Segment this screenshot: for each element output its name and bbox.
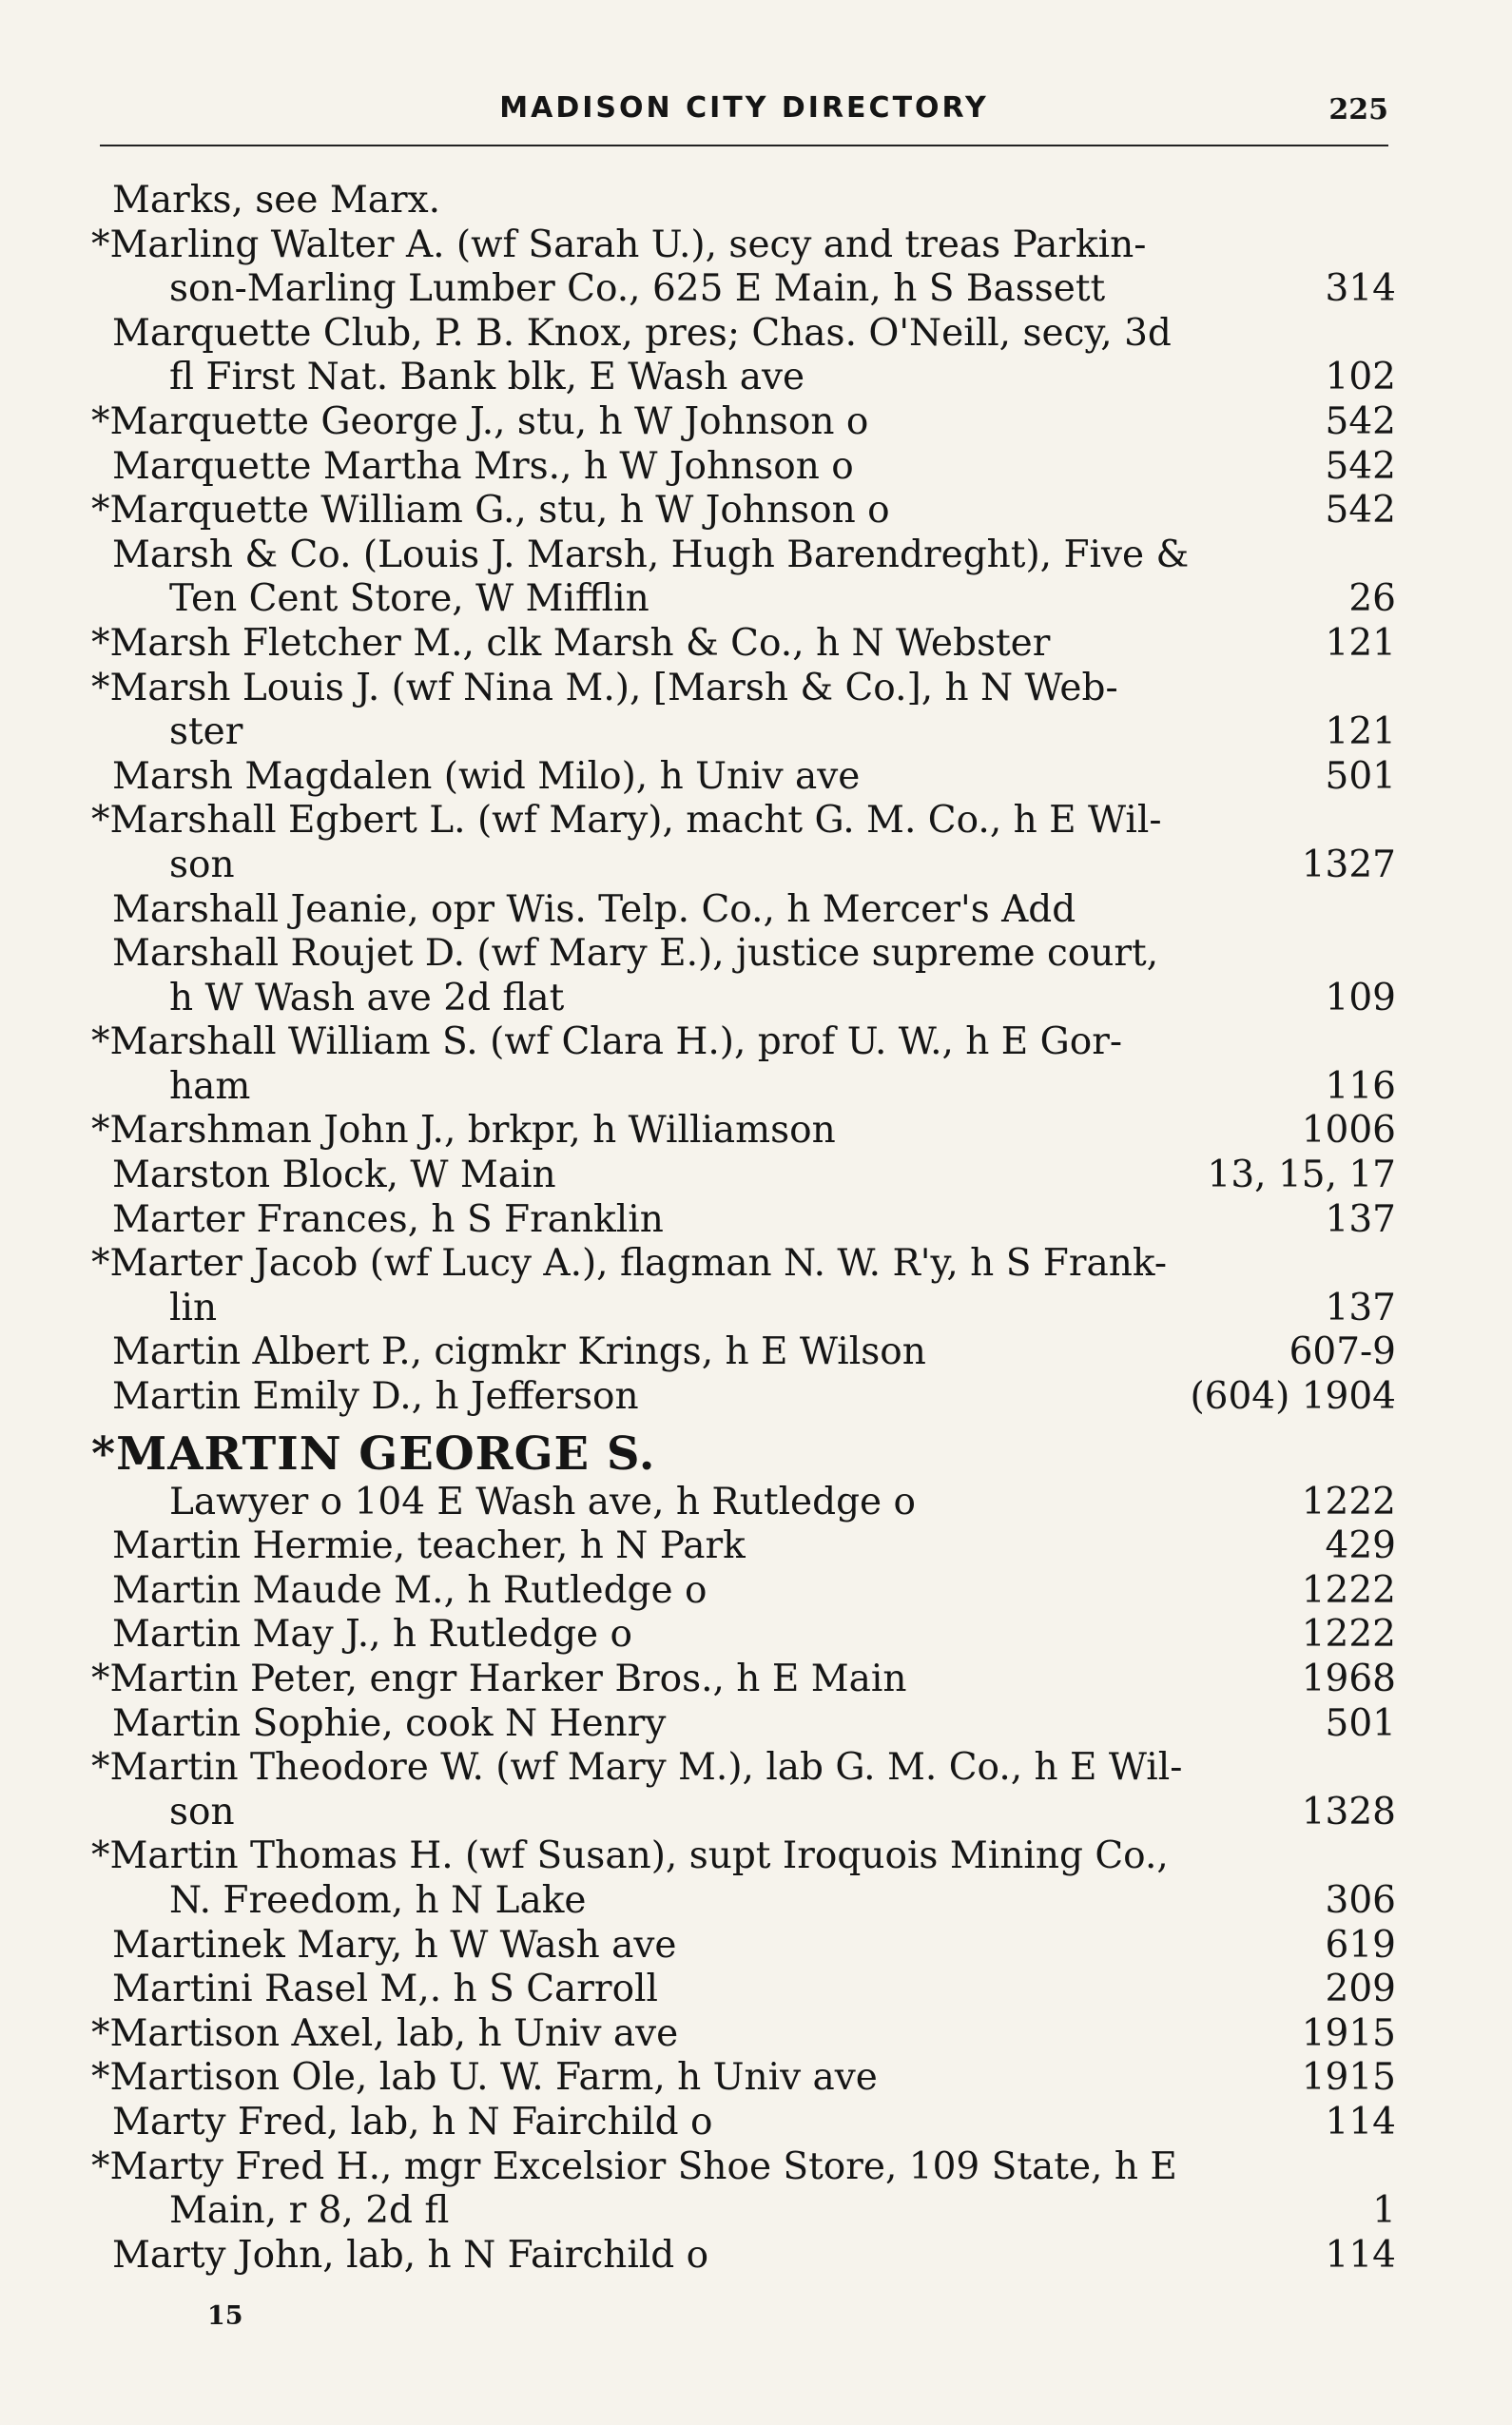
directory-entry — [91, 799, 1396, 887]
entry-line — [112, 932, 1396, 977]
entry-number: 137 — [1325, 1197, 1396, 1241]
entry-number: 1915 — [1301, 2056, 1396, 2100]
directory-entry — [112, 1330, 1396, 1375]
entry-number: 116 — [1325, 1064, 1396, 1108]
entry-line — [91, 2012, 1396, 2057]
entry-number: 121 — [1325, 710, 1396, 754]
entry-text: fl First Nat. Bank blk, E Wash ave — [169, 356, 805, 399]
entry-text: son — [169, 843, 235, 886]
entry-text: N. Freedom, h N Lake — [169, 1878, 587, 1922]
entry-line — [112, 1613, 1396, 1658]
entry-line — [91, 400, 1396, 445]
entry-line — [112, 534, 1396, 578]
entry-text: Marty John, lab, h N Fairchild o — [112, 2233, 709, 2277]
entry-continuation-line — [112, 710, 1396, 755]
entry-continuation-line — [112, 977, 1396, 1021]
entry-line — [91, 1109, 1396, 1154]
entry-number: 1915 — [1301, 2011, 1396, 2055]
entry-text: son — [169, 1790, 235, 1833]
directory-entry — [112, 1702, 1396, 1747]
entry-line — [112, 312, 1396, 357]
entry-line — [112, 1154, 1396, 1198]
entry-line — [91, 1658, 1396, 1702]
entry-line — [91, 622, 1396, 667]
directory-entry — [112, 1198, 1396, 1243]
entry-number: 501 — [1325, 1701, 1396, 1745]
entry-number: 137 — [1325, 1286, 1396, 1329]
entry-text: *Martin Thomas H. (wf Susan), supt Iroquois Mining Co., — [91, 1834, 1169, 1878]
signature-mark: 15 — [207, 2301, 243, 2331]
entry-line — [91, 2145, 1396, 2190]
entry-text: Marter Frances, h S Franklin — [112, 1197, 664, 1241]
directory-entry — [91, 2056, 1396, 2101]
entry-line — [112, 1524, 1396, 1569]
directory-entry — [112, 312, 1396, 400]
directory-entries — [91, 179, 1396, 2278]
entry-text: *Marshman John J., brkpr, h Williamson — [91, 1109, 836, 1153]
entry-text: Martin Hermie, teacher, h N Park — [112, 1524, 746, 1568]
entry-text: Martin May J., h Rutledge o — [112, 1613, 633, 1657]
entry-number: 1222 — [1301, 1480, 1396, 1523]
entry-number: 429 — [1325, 1524, 1396, 1568]
page-number: 225 — [1328, 93, 1388, 126]
entry-text: Marsh & Co. (Louis J. Marsh, Hugh Barendreght), Five & — [112, 533, 1190, 576]
entry-text: *Martin Peter, engr Harker Bros., h E Main — [91, 1658, 907, 1700]
entry-text: *Martison Axel, lab, h Univ ave — [91, 2011, 679, 2055]
directory-entry — [91, 2144, 1396, 2234]
directory-entry — [91, 1834, 1396, 1923]
directory-entry — [112, 1375, 1396, 1420]
entry-continuation-line — [112, 267, 1396, 312]
directory-entry — [91, 1020, 1396, 1109]
directory-entry — [112, 755, 1396, 800]
entry-text: lin — [169, 1286, 218, 1329]
entry-line — [112, 1198, 1396, 1243]
entry-line — [112, 179, 1396, 223]
entry-number: 1006 — [1301, 1109, 1396, 1153]
entry-number: 1222 — [1301, 1568, 1396, 1612]
entry-text: Marks, see Marx. — [112, 179, 441, 222]
directory-entry — [112, 1924, 1396, 1969]
directory-entry — [91, 1109, 1396, 1154]
entry-text: *Martison Ole, lab U. W. Farm, h Univ ave — [91, 2056, 878, 2100]
entry-text: Marshall Jeanie, opr Wis. Telp. Co., h Mercer's Add — [112, 887, 1076, 931]
directory-entry — [112, 2101, 1396, 2145]
header-rule — [100, 145, 1388, 146]
entry-text: Main, r 8, 2d fl — [169, 2189, 450, 2233]
entry-text: son-Marling Lumber Co., 625 E Main, h S Bassett — [169, 267, 1106, 311]
entry-text: Martin Sophie, cook N Henry — [112, 1701, 667, 1745]
entry-number: 26 — [1348, 577, 1396, 621]
directory-entry — [112, 932, 1396, 1020]
entry-text: Lawyer o 104 E Wash ave, h Rutledge o — [169, 1480, 917, 1523]
entry-number: 306 — [1325, 1878, 1396, 1922]
entry-continuation-line — [112, 1791, 1396, 1835]
entry-continuation-line — [112, 1481, 1396, 1525]
entry-line — [91, 1834, 1396, 1879]
entry-text: *Marling Walter A. (wf Sarah U.), secy and treas Parkin- — [91, 223, 1147, 266]
entry-text: *Marshall Egbert L. (wf Mary), macht G. M. Co., h E Wil- — [91, 799, 1162, 843]
directory-entry — [91, 399, 1396, 445]
entry-text: *Marquette George J., stu, h W Johnson o — [91, 399, 869, 443]
entry-text: *Marquette William G., stu, h W Johnson o — [91, 489, 890, 533]
directory-entry — [91, 223, 1396, 312]
entry-number: 109 — [1325, 976, 1396, 1019]
entry-line — [112, 1569, 1396, 1614]
directory-entry — [112, 888, 1396, 933]
entry-text: h W Wash ave 2d flat — [169, 976, 565, 1019]
directory-entry — [112, 1613, 1396, 1658]
entry-line — [112, 888, 1396, 933]
entry-number: 102 — [1325, 356, 1396, 399]
entry-continuation-line — [112, 1879, 1396, 1924]
entry-heading-text: *MARTIN GEORGE S. — [91, 1426, 656, 1481]
entry-line — [112, 445, 1396, 490]
entry-continuation-line — [112, 1287, 1396, 1331]
directory-entry — [112, 1524, 1396, 1569]
directory-entry — [112, 445, 1396, 490]
entry-text: Martini Rasel M,. h S Carroll — [112, 1968, 658, 2011]
entry-text: Marsh Magdalen (wid Milo), h Univ ave — [112, 754, 861, 798]
entry-number: (604) 1904 — [1190, 1375, 1396, 1419]
entry-line — [112, 1924, 1396, 1969]
directory-entry — [112, 179, 1396, 223]
entry-continuation-line — [112, 844, 1396, 888]
entry-text: Marquette Club, P. B. Knox, pres; Chas. O'Neill, secy, 3d — [112, 311, 1172, 355]
directory-entry — [91, 666, 1396, 755]
entry-number: 121 — [1325, 621, 1396, 665]
entry-text: *Marshall William S. (wf Clara H.), prof U. W., h E Gor- — [91, 1020, 1123, 1064]
entry-text: Marshall Roujet D. (wf Mary E.), justice supreme court, — [112, 932, 1159, 976]
entry-line — [112, 1968, 1396, 2012]
entry-text: Marty Fred, lab, h N Fairchild o — [112, 2100, 713, 2144]
entry-number: 1968 — [1301, 1658, 1396, 1700]
entry-number: 607-9 — [1289, 1330, 1396, 1374]
entry-text: *Marsh Louis J. (wf Nina M.), [Marsh & Co.], h N Web- — [91, 666, 1118, 709]
entry-number: 542 — [1325, 489, 1396, 533]
entry-text: ster — [169, 710, 243, 754]
entry-continuation-line — [112, 2189, 1396, 2234]
entry-line — [91, 667, 1396, 711]
entry-number: 114 — [1325, 2233, 1396, 2277]
entry-number: 209 — [1325, 1968, 1396, 2011]
entry-text: *Marter Jacob (wf Lucy A.), flagman N. W. R'y, h S Frank- — [91, 1242, 1167, 1286]
directory-entry — [112, 534, 1396, 622]
directory-entry — [112, 1569, 1396, 1614]
entry-number: 542 — [1325, 399, 1396, 443]
entry-line — [112, 1375, 1396, 1420]
entry-number: 1328 — [1301, 1790, 1396, 1833]
entry-text: *Marsh Fletcher M., clk Marsh & Co., h N Webster — [91, 621, 1051, 665]
entry-number: 114 — [1325, 2100, 1396, 2144]
entry-text: ham — [169, 1064, 251, 1108]
entry-line — [112, 2101, 1396, 2145]
entry-text: Ten Cent Store, W Mifflin — [169, 577, 649, 621]
entry-line — [91, 2056, 1396, 2101]
directory-heading-entry — [91, 1426, 1396, 1525]
entry-number: 1 — [1372, 2189, 1396, 2233]
entry-line — [91, 1746, 1396, 1791]
entry-line — [91, 1242, 1396, 1287]
directory-entry — [91, 1746, 1396, 1834]
directory-entry — [112, 2234, 1396, 2279]
directory-entry — [91, 489, 1396, 534]
entry-number: 1327 — [1301, 843, 1396, 886]
directory-entry — [91, 2011, 1396, 2057]
entry-text: *Marty Fred H., mgr Excelsior Shoe Store, 109 State, h E — [91, 2144, 1177, 2188]
page-title: MADISON CITY DIRECTORY — [499, 91, 989, 125]
entry-line — [112, 1702, 1396, 1747]
directory-entry — [112, 1968, 1396, 2012]
directory-entry — [91, 1242, 1396, 1330]
entry-line — [91, 489, 1396, 534]
entry-line — [112, 2234, 1396, 2279]
entry-number: 542 — [1325, 444, 1396, 488]
page-header — [100, 91, 1388, 133]
entry-number: 619 — [1325, 1923, 1396, 1967]
entry-line — [91, 799, 1396, 844]
directory-entry — [91, 1658, 1396, 1702]
directory-entry — [91, 621, 1396, 667]
entry-number: 13, 15, 17 — [1207, 1154, 1396, 1197]
entry-text: *Martin Theodore W. (wf Mary M.), lab G. M. Co., h E Wil- — [91, 1746, 1183, 1790]
entry-line — [112, 755, 1396, 800]
entry-text: Marquette Martha Mrs., h W Johnson o — [112, 444, 854, 488]
entry-text: Martinek Mary, h W Wash ave — [112, 1923, 677, 1967]
directory-entry — [112, 1154, 1396, 1198]
entry-line — [91, 223, 1396, 268]
entry-continuation-line — [112, 577, 1396, 622]
entry-number: 501 — [1325, 754, 1396, 798]
entry-text: Marston Block, W Main — [112, 1154, 556, 1197]
entry-line — [91, 1427, 1396, 1481]
entry-line — [91, 1020, 1396, 1065]
entry-text: Martin Maude M., h Rutledge o — [112, 1568, 708, 1612]
entry-continuation-line — [112, 1065, 1396, 1110]
entry-text: Martin Emily D., h Jefferson — [112, 1375, 639, 1419]
entry-line — [112, 1330, 1396, 1375]
entry-number: 314 — [1325, 267, 1396, 311]
entry-continuation-line — [112, 356, 1396, 400]
entry-text: Martin Albert P., cigmkr Krings, h E Wilson — [112, 1330, 926, 1374]
entry-number: 1222 — [1301, 1613, 1396, 1657]
